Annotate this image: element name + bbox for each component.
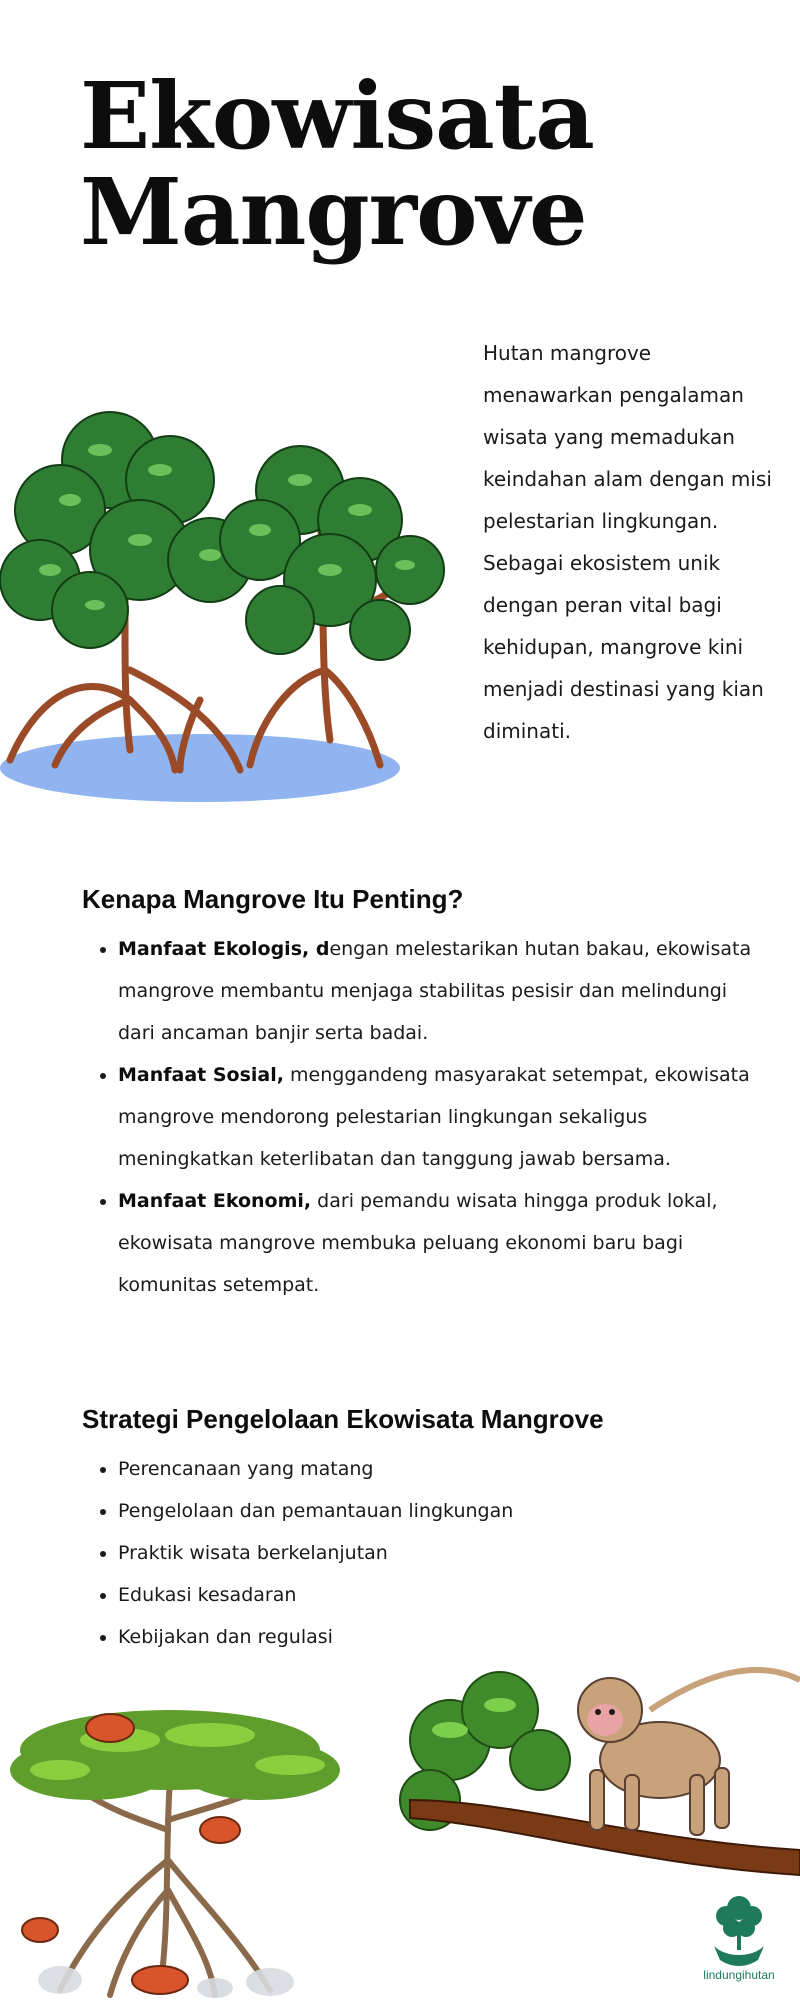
logo-text: lindungihutan <box>703 1968 775 1982</box>
lindungihutan-logo <box>696 1886 782 1986</box>
benefit-text: engan melestarikan hutan bakau, ekowisata mangrove membantu menjaga stabilitas pesisir dan melindungi dari ancaman banjir serta badai. <box>118 938 752 1044</box>
benefits-list <box>82 928 758 1306</box>
mangrove-crab-illustration <box>0 1690 360 2000</box>
list-item: • Pengelolaan dan pemantauan lingkungan <box>118 1490 758 1532</box>
benefit-label: Manfaat Ekonomi, <box>118 1190 312 1212</box>
list-item: • Edukasi kesadaran <box>118 1574 758 1616</box>
benefit-label: Manfaat Ekologis, d <box>118 938 330 960</box>
list-item <box>118 1180 758 1306</box>
page-title <box>80 62 594 266</box>
benefit-label: Manfaat Sosial, <box>118 1064 284 1086</box>
section-heading-strategy: Strategi Pengelolaan Ekowisata Mangrove <box>82 1404 604 1434</box>
section-heading-importance: Kenapa Mangrove Itu Penting? <box>82 884 464 914</box>
benefit-text: dari pemandu wisata hingga produk lokal, ekowisata mangrove membuka peluang ekonomi baru bagi komunitas setempat. <box>118 1190 718 1296</box>
list-item <box>118 928 758 1054</box>
title-line-1: Ekowisata <box>80 62 594 170</box>
logo-tree-icon <box>696 1886 782 1972</box>
monkey-illustration <box>390 1650 800 1900</box>
mangrove-tree-illustration <box>0 370 470 820</box>
benefit-text: menggandeng masyarakat setempat, ekowisata mangrove mendorong pelestarian lingkungan sekaligus meningkatkan keterlibatan dan tanggung jawab bersama. <box>118 1064 750 1170</box>
title-line-2: Mangrove <box>80 158 587 266</box>
strategy-list <box>82 1448 758 1658</box>
list-item <box>118 1054 758 1180</box>
intro-paragraph: Hutan mangrove menawarkan pengalaman wisata yang memadukan keindahan alam dengan misi pelestarian lingkungan. Sebagai ekosistem unik dengan peran vital bagi kehidupan, mangrove kini menjadi destinasi yang kian diminati. <box>483 341 772 743</box>
list-item: • Kebijakan dan regulasi <box>118 1616 758 1658</box>
list-item: • Praktik wisata berkelanjutan <box>118 1532 758 1574</box>
list-item: • Perencanaan yang matang <box>118 1448 758 1490</box>
